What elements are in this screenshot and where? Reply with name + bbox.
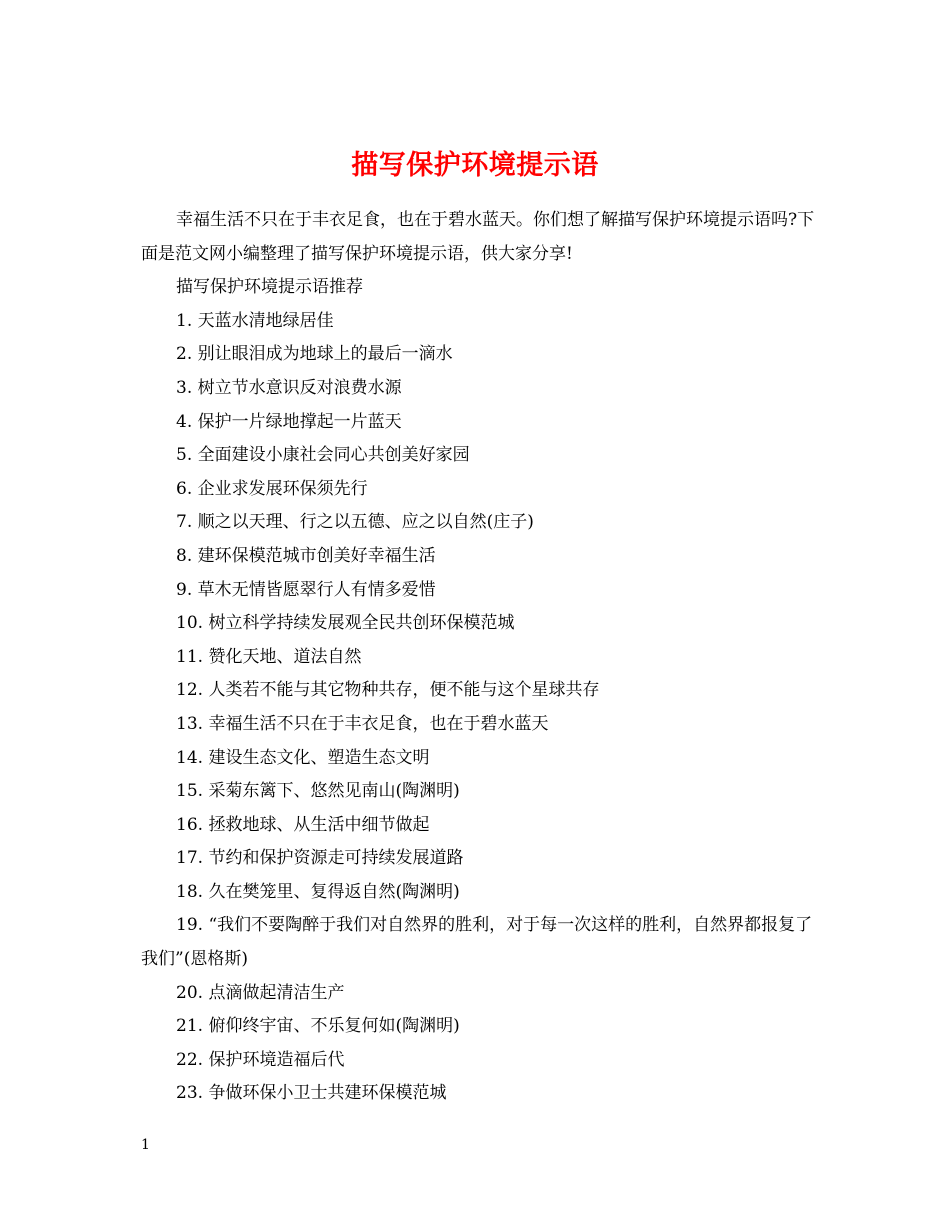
list-item: 18. 久在樊笼里、复得返自然(陶渊明) <box>176 881 460 902</box>
list-item: 13. 幸福生活不只在于丰衣足食，也在于碧水蓝天 <box>176 713 549 734</box>
list-item: 22. 保护环境造福后代 <box>176 1049 345 1070</box>
list-item: 7. 顺之以天理、行之以五德、应之以自然(庄子) <box>176 512 534 533</box>
intro-paragraph: 幸福生活不只在于丰衣足食，也在于碧水蓝天。你们想了解描写保护环境提示语吗?下面是范文网小编整理了描写保护环境提示语，供大家分享! <box>141 210 815 264</box>
list-item: 9. 草木无情皆愿翠行人有情多爱惜 <box>176 579 436 600</box>
list-item: 23. 争做环保小卫士共建环保模范城 <box>176 1083 447 1104</box>
list-item: 19. “我们不要陶醉于我们对自然界的胜利，对于每一次这样的胜利，自然界都报复了我们”(恩格斯) <box>141 915 813 970</box>
slogan-list <box>141 305 817 1111</box>
list-item: 10. 树立科学持续发展观全民共创环保模范城 <box>176 613 515 634</box>
list-item: 4. 保护一片绿地撑起一片蓝天 <box>176 411 402 432</box>
list-item: 6. 企业求发展环保须先行 <box>176 478 368 499</box>
list-item: 21. 俯仰终宇宙、不乐复何如(陶渊明) <box>176 1016 460 1037</box>
list-item: 2. 别让眼泪成为地球上的最后一滴水 <box>176 344 453 365</box>
list-item: 16. 拯救地球、从生活中细节做起 <box>176 814 430 835</box>
page-number: 1 <box>141 1137 150 1153</box>
list-item: 12. 人类若不能与其它物种共存，便不能与这个星球共存 <box>176 680 600 701</box>
list-item: 20. 点滴做起清洁生产 <box>176 982 345 1003</box>
list-item: 14. 建设生态文化、塑造生态文明 <box>176 747 430 768</box>
document-body <box>141 204 817 1111</box>
list-item: 5. 全面建设小康社会同心共创美好家园 <box>176 445 470 466</box>
section-heading: 描写保护环境提示语推荐 <box>176 277 363 298</box>
list-item: 8. 建环保模范城市创美好幸福生活 <box>176 545 436 566</box>
list-item: 3. 树立节水意识反对浪费水源 <box>176 377 402 398</box>
list-item: 1. 天蓝水清地绿居佳 <box>176 310 334 331</box>
page-title: 描写保护环境提示语 <box>351 150 599 182</box>
list-item: 11. 赞化天地、道法自然 <box>176 646 362 667</box>
list-item: 15. 采菊东篱下、悠然见南山(陶渊明) <box>176 781 460 802</box>
list-item: 17. 节约和保护资源走可持续发展道路 <box>176 848 464 869</box>
